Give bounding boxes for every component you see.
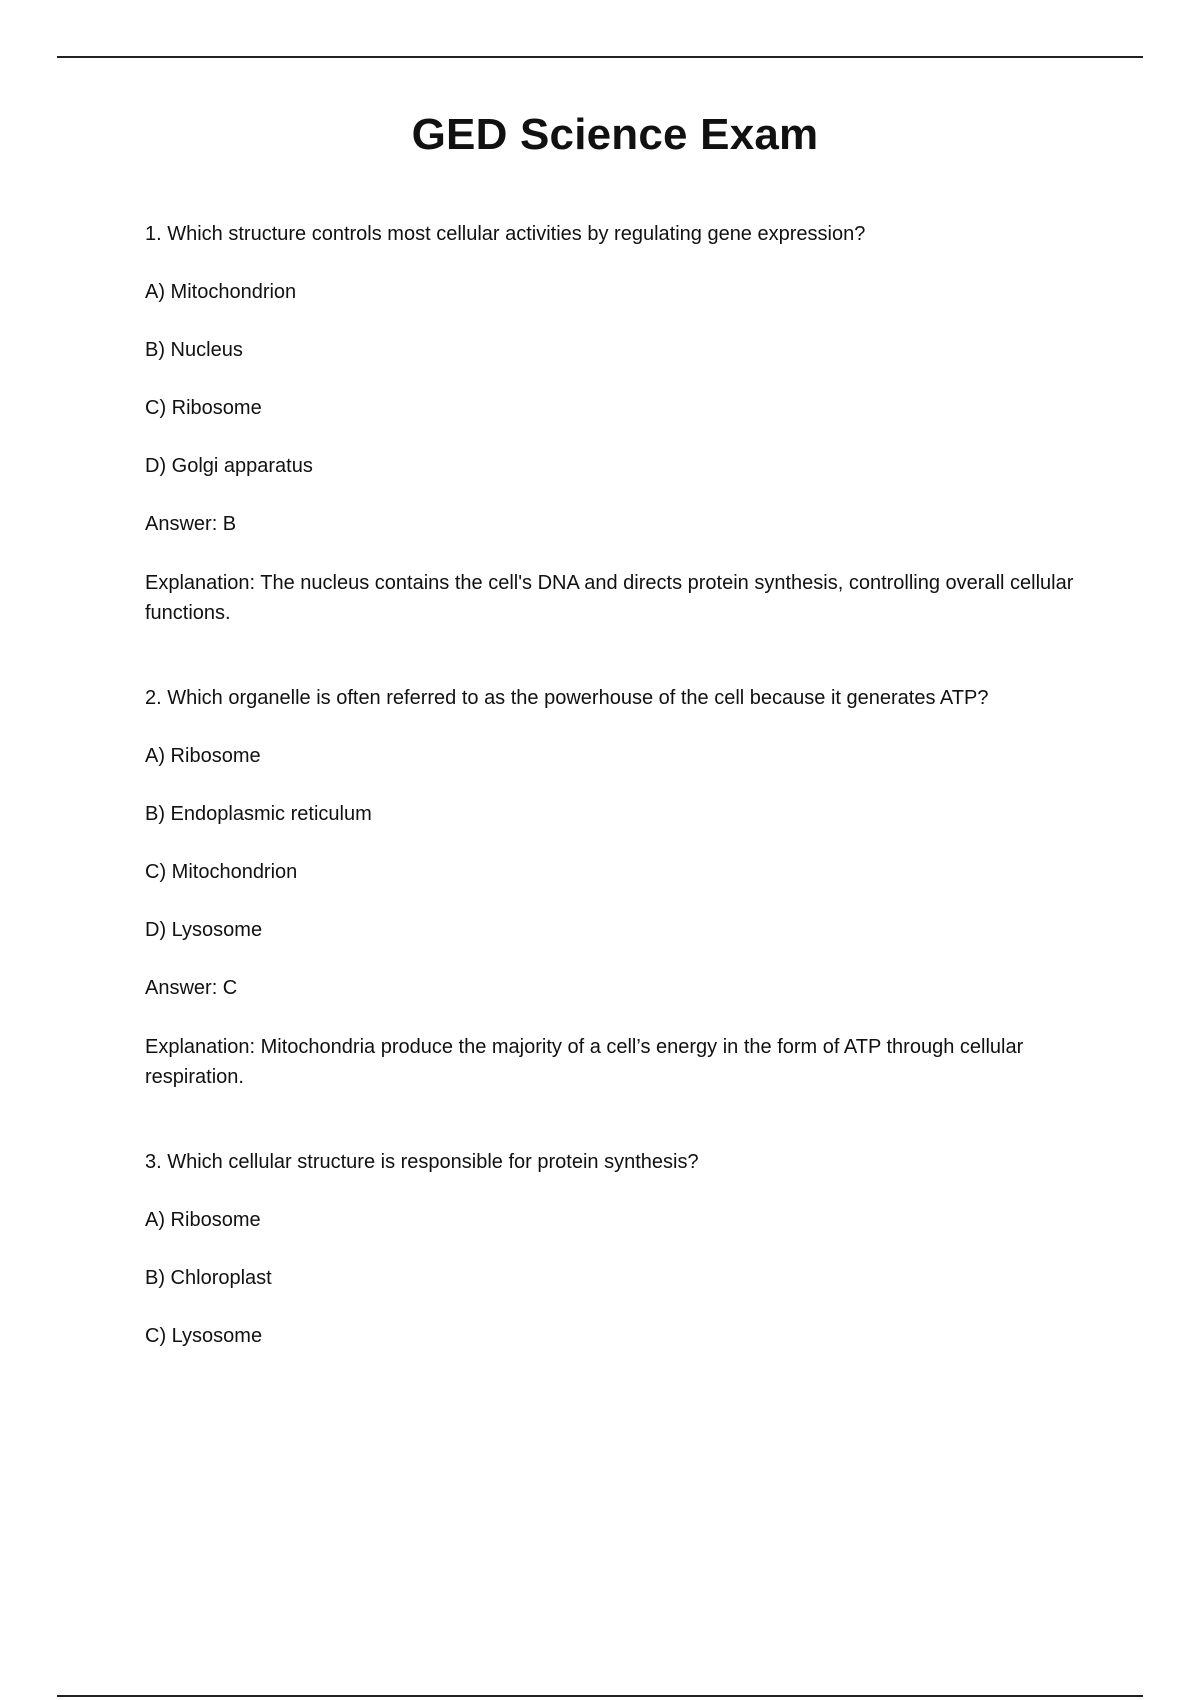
explanation: Explanation: The nucleus contains the cell's DNA and directs protein synthesis, controlling overall cellular functions. <box>145 572 1074 624</box>
explanation: Explanation: Mitochondria produce the majority of a cell’s energy in the form of ATP through cellular respiration. <box>145 1036 1024 1088</box>
option-a: A) Mitochondrion <box>145 281 297 303</box>
option-a: A) Ribosome <box>145 745 261 767</box>
question-text: 3. Which cellular structure is responsible for protein synthesis? <box>145 1151 699 1173</box>
question-text: 1. Which structure controls most cellular activities by regulating gene expression? <box>145 223 866 245</box>
answer: Answer: C <box>145 977 238 999</box>
question-text: 2. Which organelle is often referred to as the powerhouse of the cell because it generates ATP? <box>145 687 989 709</box>
question-3 <box>145 1148 1105 1350</box>
option-c: C) Lysosome <box>145 1325 263 1347</box>
option-b: B) Nucleus <box>145 339 243 361</box>
top-rule <box>57 56 1143 58</box>
option-b: B) Endoplasmic reticulum <box>145 803 372 825</box>
option-d: D) Golgi apparatus <box>145 455 313 477</box>
bottom-rule <box>57 1695 1143 1697</box>
answer: Answer: B <box>145 513 237 535</box>
option-d: D) Lysosome <box>145 919 263 941</box>
option-c: C) Ribosome <box>145 397 262 419</box>
option-c: C) Mitochondrion <box>145 861 298 883</box>
option-b: B) Chloroplast <box>145 1267 272 1289</box>
page-title: GED Science Exam <box>411 110 819 160</box>
question-2 <box>145 684 1105 1092</box>
option-a: A) Ribosome <box>145 1209 261 1231</box>
document-body <box>145 220 1105 1406</box>
question-1 <box>145 220 1105 628</box>
